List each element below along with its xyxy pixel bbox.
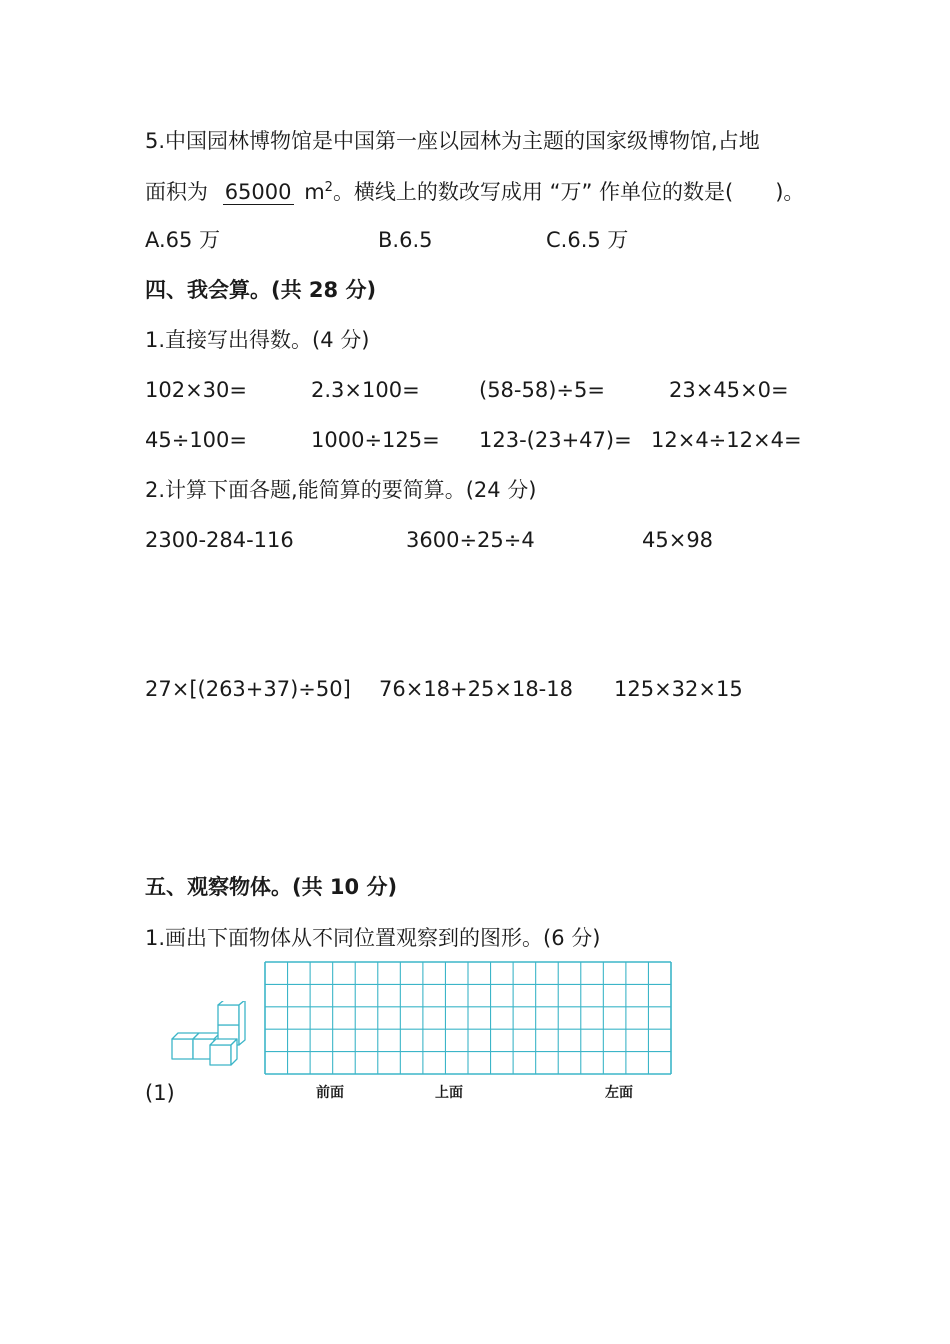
option-c: C.6.5 万 — [546, 228, 629, 252]
oral-calc-3: (58-58)÷5= — [479, 378, 605, 402]
option-b: B.6.5 — [378, 228, 433, 252]
q5-line2-prefix: 面积为 — [145, 180, 208, 204]
q5-line2 — [145, 181, 804, 203]
calc-1: 2300-284-116 — [145, 528, 294, 552]
calc-2: 3600÷25÷4 — [406, 528, 535, 552]
cube-back-upper-side — [239, 1001, 245, 1045]
calc-4: 27×[(263+37)÷50] — [145, 677, 351, 701]
drawing-grid-svg — [264, 961, 672, 1075]
option-a: A.65 万 — [145, 228, 221, 252]
view-label-top: 上面 — [435, 1085, 463, 1101]
unit-base: m — [304, 180, 325, 204]
q5-line2-suffix: 。横线上的数改写成用 “万” 作单位的数是( )。 — [332, 180, 805, 204]
area-unit — [304, 180, 333, 204]
unit-exponent: 2 — [324, 180, 333, 195]
section4-heading: 四、我会算。(共 28 分) — [145, 278, 377, 302]
cube-front-right — [210, 1045, 231, 1065]
oral-calc-7: 123-(23+47)= — [479, 428, 632, 452]
oral-calc-5: 45÷100= — [145, 428, 247, 452]
view-label-left: 左面 — [605, 1085, 633, 1101]
item-label: (1) — [145, 1081, 175, 1105]
oral-calc-4: 23×45×0= — [669, 378, 789, 402]
section5-heading: 五、观察物体。(共 10 分) — [145, 875, 398, 899]
cube-front-left — [172, 1039, 193, 1059]
q5-line1: 5.中国园林博物馆是中国第一座以园林为主题的国家级博物馆,占地 — [145, 129, 760, 153]
cube-figure-svg — [168, 1001, 248, 1071]
section4-sub1: 1.直接写出得数。(4 分) — [145, 328, 370, 352]
oral-calc-8: 12×4÷12×4= — [651, 428, 802, 452]
calc-6: 125×32×15 — [614, 677, 743, 701]
section5-sub1: 1.画出下面物体从不同位置观察到的图形。(6 分) — [145, 926, 601, 950]
calc-3: 45×98 — [642, 528, 714, 552]
cube-figure — [168, 1001, 248, 1071]
oral-calc-2: 2.3×100= — [311, 378, 420, 402]
view-label-front: 前面 — [316, 1085, 344, 1101]
underlined-number: 65000 — [224, 180, 292, 204]
oral-calc-6: 1000÷125= — [311, 428, 440, 452]
calc-5: 76×18+25×18-18 — [379, 677, 573, 701]
oral-calc-1: 102×30= — [145, 378, 247, 402]
drawing-grid — [264, 961, 672, 1075]
section4-sub2: 2.计算下面各题,能简算的要简算。(24 分) — [145, 478, 537, 502]
cube-back-upper — [218, 1005, 239, 1025]
